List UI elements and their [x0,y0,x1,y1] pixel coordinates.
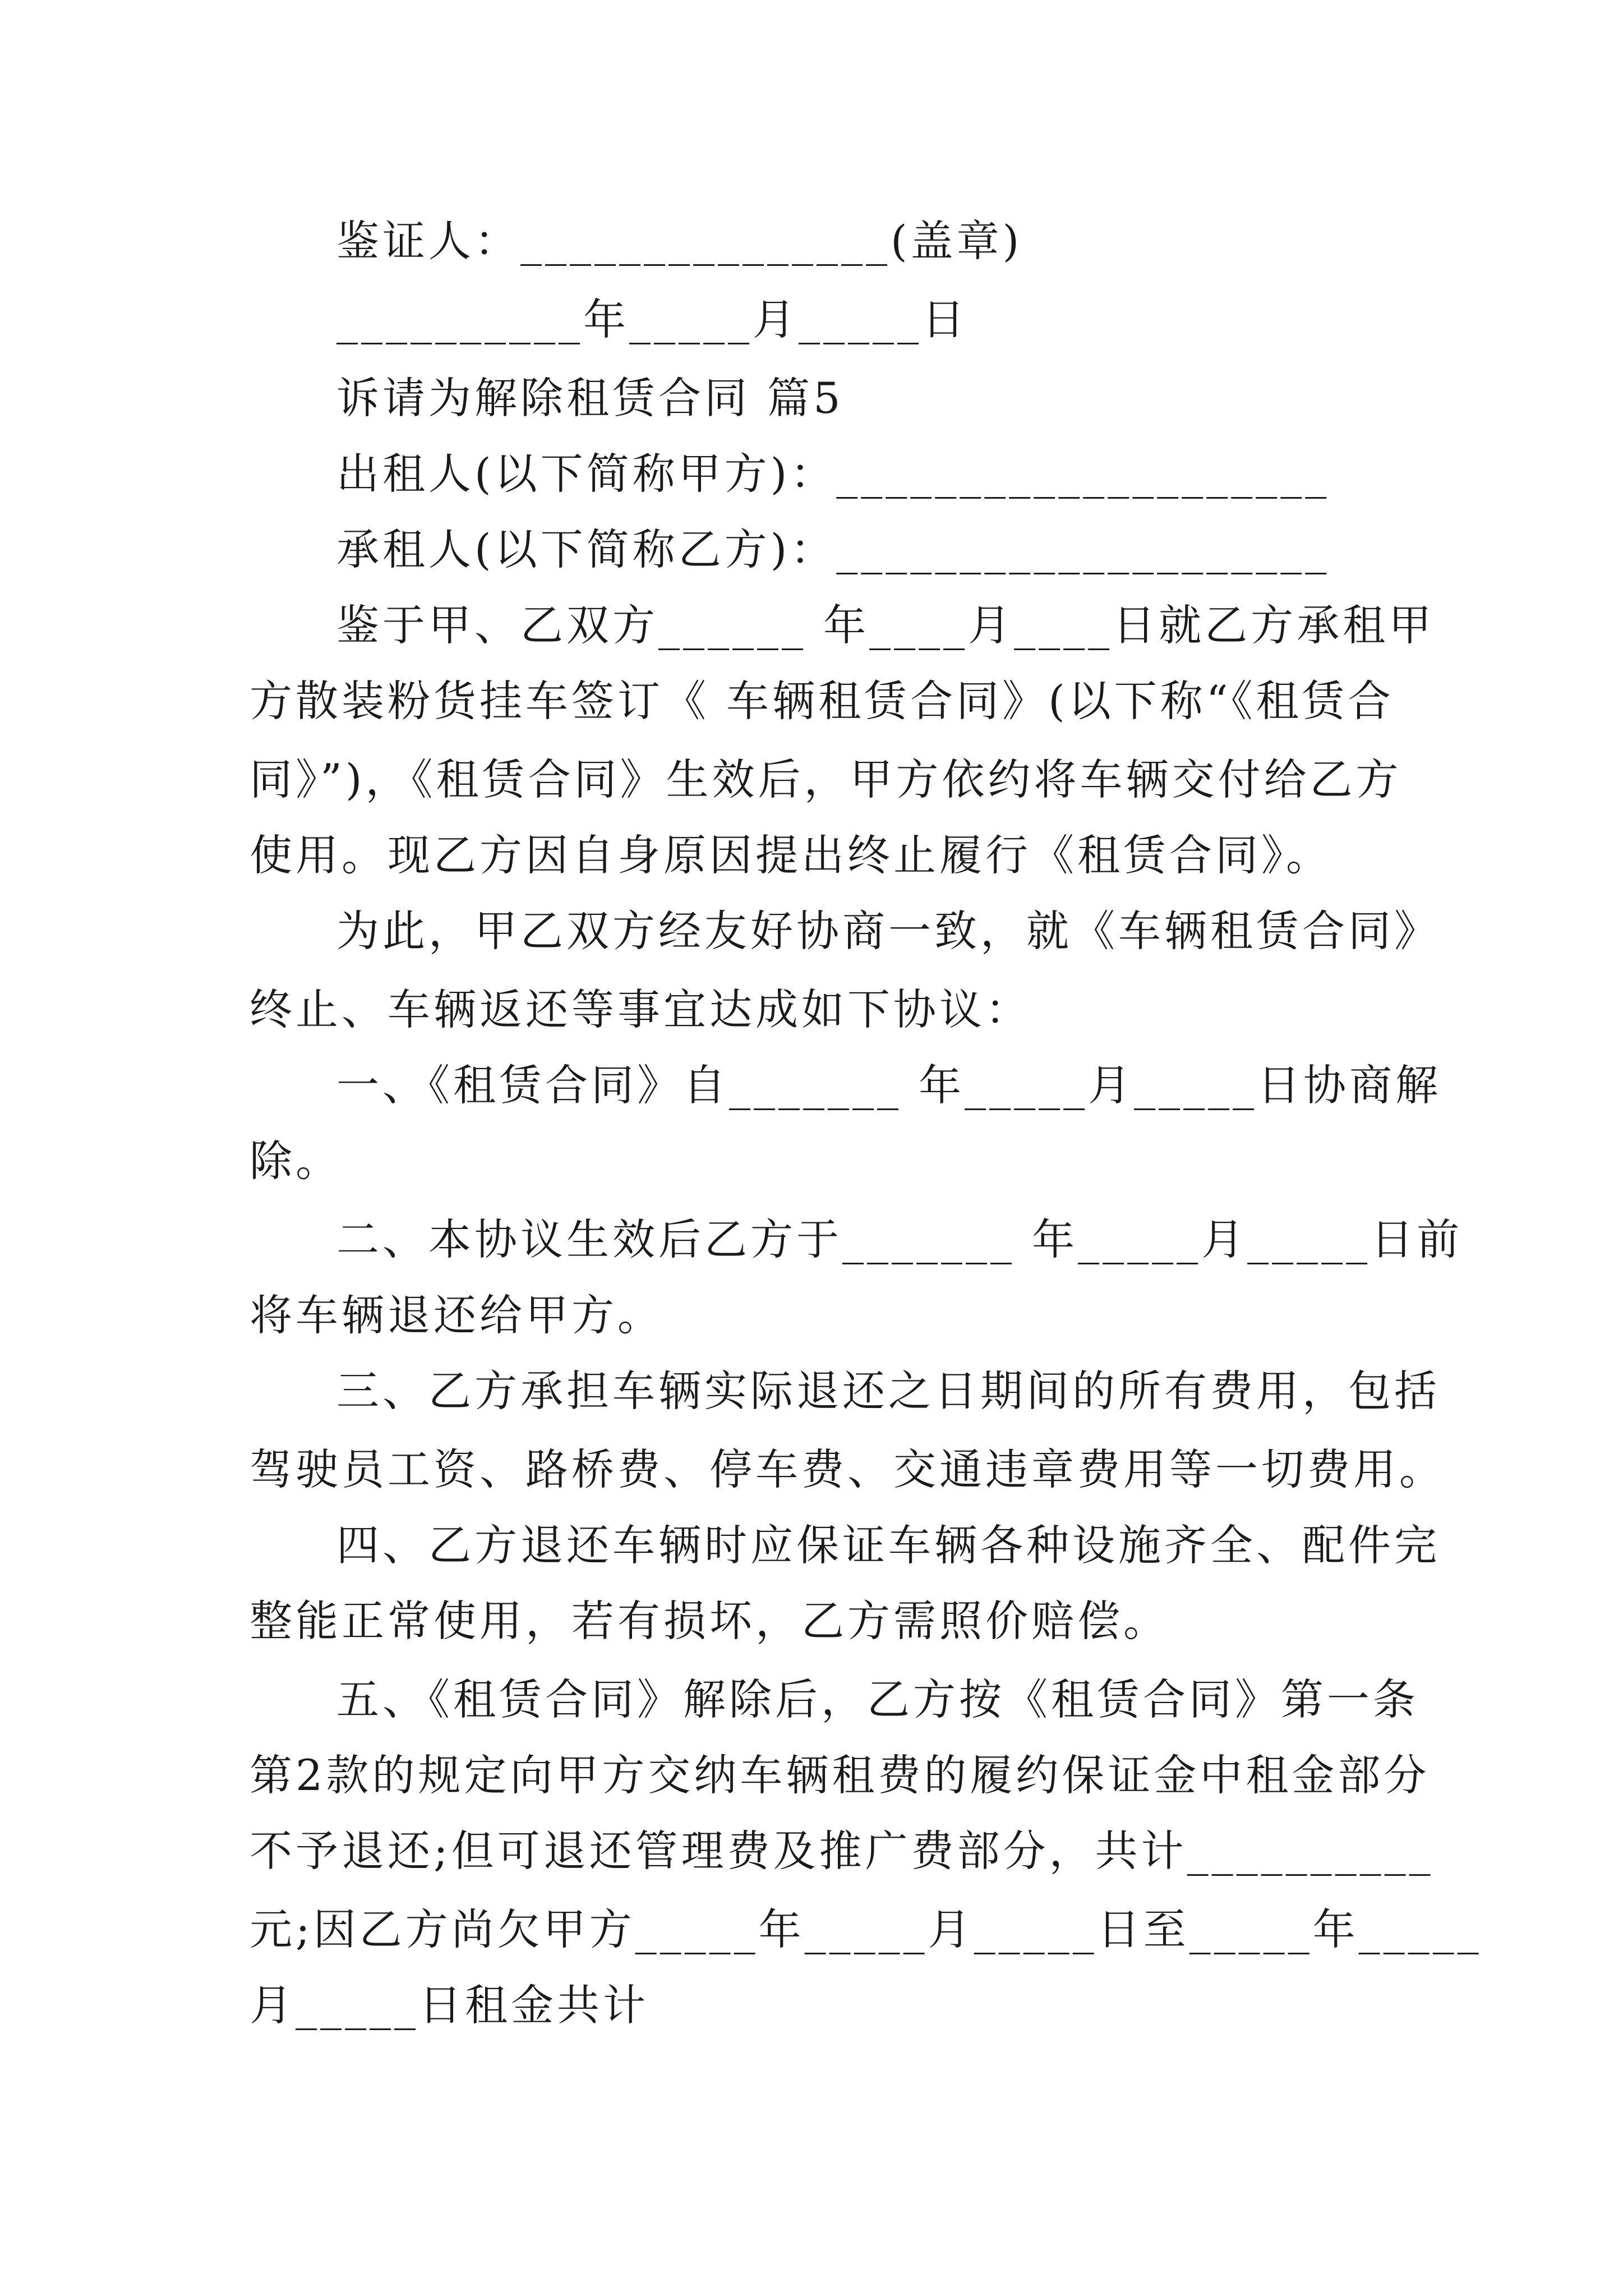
paragraph-line: 终止、车辆返还等事宜达成如下协议： [250,984,1031,1034]
clause-3-line: 三、乙方承担车辆实际退还之日期间的所有费用，包括 [336,1366,1440,1416]
section-title: 诉请为解除租赁合同 篇5 [336,373,844,423]
lessee-line: 承租人(以下简称乙方)：____________________ [336,524,1330,574]
paragraph-line: 鉴于甲、乙双方______ 年____月____日就乙方承租甲 [336,600,1435,650]
clause-5-line: 元;因乙方尚欠甲方_____年_____月_____日至_____年_____ [250,1904,1482,1954]
clause-3-line: 驾驶员工资、路桥费、停车费、交通违章费用等一切费用。 [250,1444,1445,1494]
paragraph-line: 同》”)，《租赁合同》生效后，甲方依约将车辆交付给乙方 [250,754,1402,804]
clause-2-line: 将车辆退还给甲方。 [250,1290,663,1340]
lessor-line: 出租人(以下简称甲方)：____________________ [336,449,1330,499]
paragraph-line: 方散装粉货挂车签订《 车辆租赁合同》(以下称“《租赁合 [250,676,1394,726]
clause-1-line: 一、《租赁合同》自_______ 年_____月_____日协商解 [336,1060,1442,1110]
clause-5-line: 第2款的规定向甲方交纳车辆租费的履约保证金中租金部分 [250,1750,1430,1800]
clause-5-line: 不予退还;但可退还管理费及推广费部分，共计__________ [250,1826,1434,1876]
clause-2-line: 二、本协议生效后乙方于_______ 年_____月_____日前 [336,1214,1463,1264]
clause-4-line: 四、乙方退还车辆时应保证车辆各种设施齐全、配件完 [336,1520,1440,1570]
clause-5-line: 五、《租赁合同》解除后，乙方按《租赁合同》第一条 [336,1674,1419,1724]
clause-4-line: 整能正常使用，若有损坏，乙方需照价赔偿。 [250,1596,1169,1646]
date-line: __________年_____月_____日 [336,295,968,344]
paragraph-line: 为此，甲乙双方经友好协商一致，就《车辆租赁合同》 [336,906,1440,956]
paragraph-line: 使用。现乙方因自身原因提出终止履行《租赁合同》。 [250,830,1332,880]
witness-line: 鉴证人：_______________(盖章) [336,216,1023,266]
clause-1-line: 除。 [250,1136,342,1186]
clause-5-line: 月_____日租金共计 [250,1980,649,2030]
